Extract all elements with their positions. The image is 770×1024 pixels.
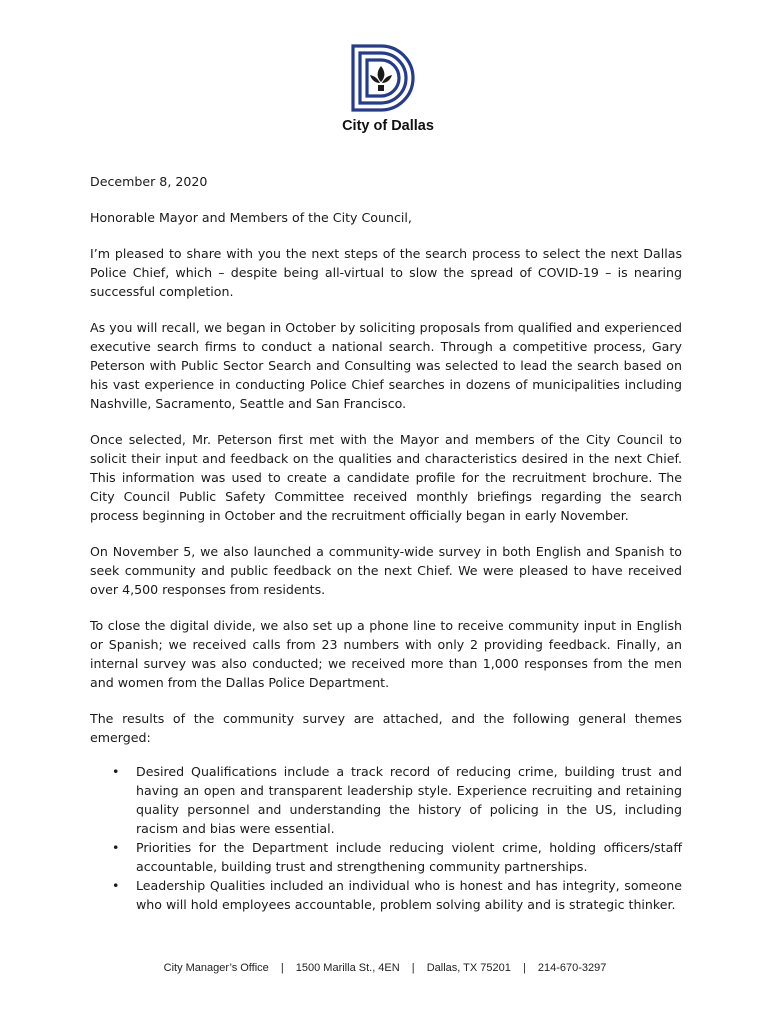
footer-address: 1500 Marilla St., 4EN <box>295 962 400 974</box>
bullet-icon: • <box>112 878 120 893</box>
footer-separator: | <box>280 962 284 974</box>
paragraph: To close the digital divide, we also set up a phone line to receive community input in English or Spanish; we received calls from 23 numbers with only 2 providing feedback. Finally, an internal survey was also conducted; we received more than 1,000 responses from the men and women from the Dallas Police Department. <box>90 618 682 690</box>
paragraph: On November 5, we also launched a community-wide survey in both English and Spanish to seek community and public feedback on the next Chief. We were pleased to have received over 4,500 responses from residents. <box>90 544 682 597</box>
city-name: City of Dallas <box>342 118 434 134</box>
theme-text: Leadership Qualities included an individual who is honest and has integrity, someone who will hold employees accountable, problem solving ability and is strategic thinker. <box>136 878 682 912</box>
city-of-dallas-logo-icon <box>345 42 417 116</box>
paragraph: As you will recall, we began in October by soliciting proposals from qualified and experienced executive search firms to conduct a national search. Through a competitive process, Gary Peterson with Public Sector Search and Consulting was selected to lead the search based on his vast experience in conducting Police Chief searches in dozens of municipalities including Nashville, Sacramento, Seattle and San Francisco. <box>90 320 682 411</box>
footer-phone: 214-670-3297 <box>537 962 607 974</box>
letter-body <box>90 172 682 914</box>
bullet-icon: • <box>112 840 120 855</box>
footer-city: Dallas, TX 75201 <box>426 962 511 974</box>
footer-office: City Manager’s Office <box>163 962 269 974</box>
list-item <box>90 838 682 876</box>
paragraph: The results of the community survey are attached, and the following general themes emerged: <box>90 711 682 745</box>
list-item <box>90 762 682 838</box>
paragraph: I’m pleased to share with you the next steps of the search process to select the next Dallas Police Chief, which – despite being all-virtual to slow the spread of COVID-19 – is nearing successful completion. <box>90 246 682 299</box>
theme-text: Desired Qualifications include a track record of reducing crime, building trust and having an open and transparent leadership style. Experience recruiting and retaining quality personnel and understanding the history of policing in the US, including racism and bias were essential. <box>136 764 682 836</box>
themes-list <box>90 762 682 914</box>
footer-separator: | <box>411 962 415 974</box>
bullet-icon: • <box>112 764 120 779</box>
theme-text: Priorities for the Department include reducing violent crime, holding officers/staff accountable, building trust and strengthening community partnerships. <box>136 840 682 874</box>
letter-date: December 8, 2020 <box>90 174 208 189</box>
paragraph: Once selected, Mr. Peterson first met with the Mayor and members of the City Council to solicit their input and feedback on the qualities and characteristics desired in the next Chief. This information was used to create a candidate profile for the recruitment brochure. The City Council Public Safety Committee received monthly briefings regarding the search process beginning in October and the recruitment officially began in early November. <box>90 432 682 523</box>
footer <box>0 962 770 974</box>
letterhead <box>0 42 770 138</box>
list-item <box>90 876 682 914</box>
salutation: Honorable Mayor and Members of the City Council, <box>90 210 412 225</box>
footer-separator: | <box>522 962 526 974</box>
